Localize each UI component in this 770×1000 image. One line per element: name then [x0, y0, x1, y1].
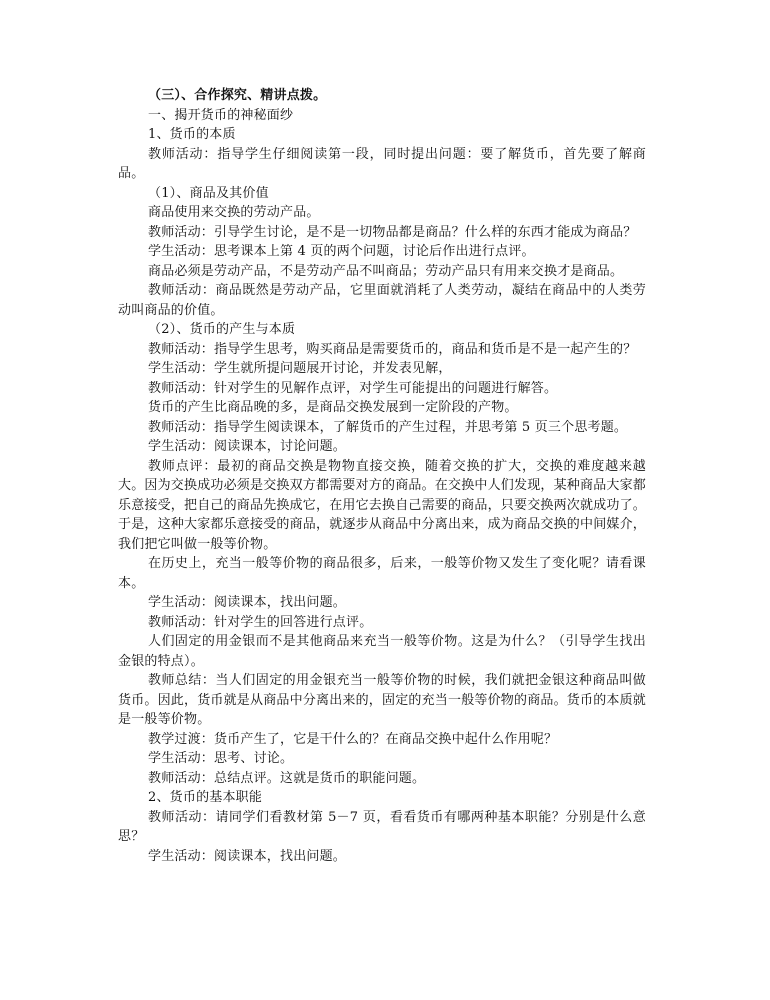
paragraph: 教师活动：指导学生阅读课本，了解货币的产生过程，并思考第 5 页三个思考题。	[148, 419, 628, 435]
paragraph: 教师活动：商品既然是劳动产品，它里面就消耗了人类劳动，凝结在商品中的人类劳动叫商品的价值。	[118, 283, 646, 318]
paragraph: 货币的产生比商品晚的多，是商品交换发展到一定阶段的产物。	[148, 400, 518, 415]
document-body	[118, 86, 646, 866]
paragraph: 商品必须是劳动产品，不是劳动产品不叫商品；劳动产品只有用来交换才是商品。	[148, 263, 624, 279]
paragraph: （2）、货币的产生与本质	[148, 322, 296, 337]
paragraph: 教师活动：针对学生的见解作点评，对学生可能提出的问题进行解答。	[148, 380, 558, 396]
paragraph: 1、货币的本质	[148, 127, 236, 142]
section-heading: （三）、合作探究、精讲点拨。	[148, 88, 327, 103]
paragraph: 学生活动：思考、讨论。	[148, 751, 294, 766]
paragraph: 学生活动：阅读课本，讨论问题。	[148, 439, 347, 454]
paragraph: 教师总结：当人们固定的用金银充当一般等价物的时候，我们就把金银这种商品叫做货币。因此，货币就是从商品中分离出来的，固定的充当一般等价物的商品。货币的本质就是一般等价物。	[118, 673, 647, 727]
paragraph: 教师活动：针对学生的回答进行点评。	[148, 614, 373, 630]
paragraph: 教师点评：最初的商品交换是物物直接交换，随着交换的扩大，交换的难度越来越大。因为交换成功必须是交换双方都需要对方的商品。在交换中人们发现，某种商品大家都乐意接受，把自己的商品先换成它，在用它去换自己需要的商品，只要交换两次就成功了。于是，这种大家都乐意接受的商品，就逐步从商品中分离出来，成为商品交换的中间媒介，我们把它叫做一般等价物。	[118, 458, 647, 552]
paragraph: 教师活动：引导学生讨论，是不是一切物品都是商品？什么样的东西才能成为商品？	[148, 224, 637, 240]
paragraph: 人们固定的用金银而不是其他商品来充当一般等价物。这是为什么？（引导学生找出金银的特点）。	[118, 634, 646, 669]
paragraph: 教师活动：请同学们看教材第 5－7 页，看看货币有哪两种基本职能？分别是什么意思？	[118, 809, 646, 844]
paragraph: 教学过渡：货币产生了，它是干什么的？在商品交换中起什么作用呢？	[148, 731, 558, 747]
paragraph: 在历史上，充当一般等价物的商品很多，后来，一般等价物又发生了变化呢？请看课本。	[118, 556, 646, 591]
paragraph: （1）、商品及其价值	[148, 185, 269, 201]
paragraph: 教师活动：指导学生仔细阅读第一段，同时提出问题：要了解货币，首先要了解商品。	[118, 146, 646, 181]
paragraph: 学生活动：思考课本上第 4 页的两个问题，讨论后作出进行点评。	[148, 244, 535, 259]
paragraph: 教师活动：指导学生思考，购买商品是需要货币的，商品和货币是不是一起产生的？	[148, 341, 637, 357]
paragraph: 一、揭开货币的神秘面纱	[148, 107, 294, 123]
paragraph: 2、货币的基本职能	[148, 790, 263, 805]
paragraph: 学生活动：阅读课本，找出问题。	[148, 848, 347, 864]
paragraph: 教师活动：总结点评。这就是货币的职能问题。	[148, 770, 426, 786]
paragraph: 学生活动：阅读课本，找出问题。	[148, 595, 347, 610]
paragraph: 商品使用来交换的劳动产品。	[148, 205, 320, 220]
paragraph: 学生活动：学生就所提问题展开讨论，并发表见解，	[148, 361, 452, 376]
